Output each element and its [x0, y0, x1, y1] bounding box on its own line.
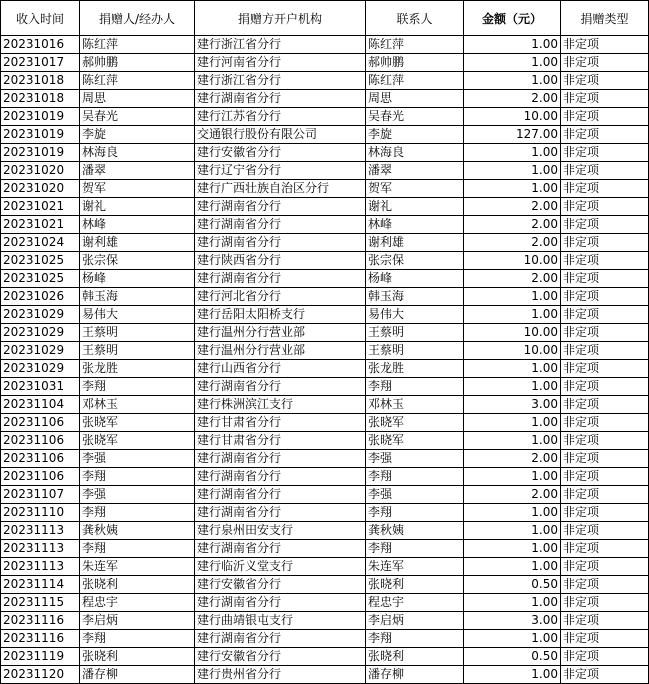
cell-type: 非定项: [561, 234, 649, 252]
cell-amount: 1.00: [464, 144, 561, 162]
cell-type: 非定项: [561, 630, 649, 648]
cell-date: 20231021: [1, 216, 80, 234]
cell-date: 20231017: [1, 54, 80, 72]
cell-donor: 李翔: [80, 378, 195, 396]
cell-type: 非定项: [561, 666, 649, 684]
header-row: [1, 1, 649, 36]
cell-type: 非定项: [561, 180, 649, 198]
cell-date: 20231104: [1, 396, 80, 414]
cell-amount: 10.00: [464, 342, 561, 360]
cell-donor: 龚秋姨: [80, 522, 195, 540]
cell-date: 20231019: [1, 108, 80, 126]
cell-type: 非定项: [561, 306, 649, 324]
cell-contact: 谢礼: [366, 198, 464, 216]
header-contact: 联系人: [366, 1, 464, 36]
table-row: [1, 378, 649, 396]
cell-type: 非定项: [561, 90, 649, 108]
cell-amount: 1.00: [464, 378, 561, 396]
cell-donor: 张晓军: [80, 432, 195, 450]
cell-date: 20231016: [1, 36, 80, 54]
cell-donor: 李翔: [80, 540, 195, 558]
table-row: [1, 360, 649, 378]
cell-type: 非定项: [561, 432, 649, 450]
cell-date: 20231018: [1, 90, 80, 108]
table-row: [1, 594, 649, 612]
table-row: [1, 540, 649, 558]
cell-bank: 建行温州分行营业部: [195, 342, 366, 360]
table-row: [1, 288, 649, 306]
cell-donor: 邓林玉: [80, 396, 195, 414]
cell-bank: 建行安徽省分行: [195, 648, 366, 666]
cell-contact: 张晓军: [366, 414, 464, 432]
cell-amount: 1.00: [464, 630, 561, 648]
cell-donor: 张晓利: [80, 648, 195, 666]
cell-contact: 李启炳: [366, 612, 464, 630]
cell-bank: 建行山西省分行: [195, 360, 366, 378]
cell-donor: 李翔: [80, 468, 195, 486]
cell-bank: 交通银行股份有限公司: [195, 126, 366, 144]
cell-amount: 2.00: [464, 198, 561, 216]
cell-donor: 谢利雄: [80, 234, 195, 252]
cell-bank: 建行湖南省分行: [195, 234, 366, 252]
cell-contact: 李旋: [366, 126, 464, 144]
cell-donor: 李旋: [80, 126, 195, 144]
cell-date: 20231029: [1, 324, 80, 342]
cell-amount: 2.00: [464, 90, 561, 108]
cell-bank: 建行岳阳太阳桥支行: [195, 306, 366, 324]
cell-donor: 潘翠: [80, 162, 195, 180]
cell-donor: 朱连军: [80, 558, 195, 576]
cell-type: 非定项: [561, 198, 649, 216]
cell-contact: 郝帅鹏: [366, 54, 464, 72]
cell-contact: 吴春光: [366, 108, 464, 126]
cell-contact: 张宗保: [366, 252, 464, 270]
cell-contact: 李强: [366, 486, 464, 504]
cell-date: 20231106: [1, 450, 80, 468]
cell-amount: 1.00: [464, 54, 561, 72]
cell-bank: 建行湖南省分行: [195, 450, 366, 468]
table-row: [1, 612, 649, 630]
cell-date: 20231116: [1, 630, 80, 648]
cell-date: 20231020: [1, 162, 80, 180]
cell-contact: 朱连军: [366, 558, 464, 576]
table-row: [1, 486, 649, 504]
cell-bank: 建行湖南省分行: [195, 594, 366, 612]
cell-amount: 0.50: [464, 576, 561, 594]
cell-date: 20231018: [1, 72, 80, 90]
cell-bank: 建行辽宁省分行: [195, 162, 366, 180]
cell-amount: 2.00: [464, 450, 561, 468]
cell-bank: 建行河北省分行: [195, 288, 366, 306]
cell-donor: 林峰: [80, 216, 195, 234]
cell-donor: 易伟大: [80, 306, 195, 324]
cell-amount: 1.00: [464, 468, 561, 486]
cell-date: 20231025: [1, 270, 80, 288]
cell-bank: 建行陕西省分行: [195, 252, 366, 270]
cell-amount: 2.00: [464, 270, 561, 288]
cell-contact: 林海良: [366, 144, 464, 162]
table-row: [1, 72, 649, 90]
cell-bank: 建行湖南省分行: [195, 504, 366, 522]
cell-bank: 建行湖南省分行: [195, 90, 366, 108]
cell-type: 非定项: [561, 396, 649, 414]
cell-bank: 建行湖南省分行: [195, 468, 366, 486]
cell-contact: 龚秋姨: [366, 522, 464, 540]
cell-contact: 王蔡明: [366, 324, 464, 342]
cell-bank: 建行温州分行营业部: [195, 324, 366, 342]
cell-bank: 建行曲靖银屯支行: [195, 612, 366, 630]
cell-type: 非定项: [561, 270, 649, 288]
cell-amount: 1.00: [464, 36, 561, 54]
cell-type: 非定项: [561, 72, 649, 90]
cell-contact: 李翔: [366, 540, 464, 558]
cell-amount: 2.00: [464, 234, 561, 252]
cell-type: 非定项: [561, 162, 649, 180]
cell-date: 20231106: [1, 414, 80, 432]
cell-contact: 张晓利: [366, 576, 464, 594]
cell-contact: 李翔: [366, 378, 464, 396]
cell-date: 20231029: [1, 342, 80, 360]
cell-contact: 程忠宇: [366, 594, 464, 612]
cell-bank: 建行湖南省分行: [195, 198, 366, 216]
cell-bank: 建行湖南省分行: [195, 486, 366, 504]
cell-type: 非定项: [561, 360, 649, 378]
table-row: [1, 126, 649, 144]
table-row: [1, 144, 649, 162]
cell-amount: 0.50: [464, 648, 561, 666]
cell-contact: 张龙胜: [366, 360, 464, 378]
table-row: [1, 90, 649, 108]
cell-date: 20231119: [1, 648, 80, 666]
cell-date: 20231026: [1, 288, 80, 306]
cell-type: 非定项: [561, 108, 649, 126]
cell-contact: 杨峰: [366, 270, 464, 288]
cell-amount: 1.00: [464, 288, 561, 306]
table-row: [1, 306, 649, 324]
table-row: [1, 558, 649, 576]
cell-bank: 建行湖南省分行: [195, 378, 366, 396]
table-row: [1, 396, 649, 414]
cell-type: 非定项: [561, 594, 649, 612]
cell-date: 20231106: [1, 432, 80, 450]
cell-bank: 建行河南省分行: [195, 54, 366, 72]
cell-donor: 李强: [80, 486, 195, 504]
cell-bank: 建行安徽省分行: [195, 144, 366, 162]
cell-type: 非定项: [561, 216, 649, 234]
cell-type: 非定项: [561, 342, 649, 360]
cell-amount: 1.00: [464, 504, 561, 522]
cell-type: 非定项: [561, 36, 649, 54]
cell-amount: 1.00: [464, 522, 561, 540]
cell-amount: 127.00: [464, 126, 561, 144]
cell-contact: 贺军: [366, 180, 464, 198]
cell-donor: 程忠宇: [80, 594, 195, 612]
cell-contact: 易伟大: [366, 306, 464, 324]
table-row: [1, 342, 649, 360]
cell-date: 20231113: [1, 558, 80, 576]
cell-amount: 1.00: [464, 594, 561, 612]
cell-bank: 建行贵州省分行: [195, 666, 366, 684]
cell-bank: 建行甘肃省分行: [195, 414, 366, 432]
cell-donor: 陈红萍: [80, 36, 195, 54]
header-donor: 捐赠人/经办人: [80, 1, 195, 36]
cell-contact: 韩玉海: [366, 288, 464, 306]
cell-contact: 李翔: [366, 504, 464, 522]
cell-date: 20231120: [1, 666, 80, 684]
cell-bank: 建行广西壮族自治区分行: [195, 180, 366, 198]
table-row: [1, 216, 649, 234]
cell-donor: 贺军: [80, 180, 195, 198]
cell-bank: 建行浙江省分行: [195, 72, 366, 90]
cell-donor: 潘存柳: [80, 666, 195, 684]
cell-bank: 建行浙江省分行: [195, 36, 366, 54]
cell-bank: 建行湖南省分行: [195, 630, 366, 648]
cell-contact: 林峰: [366, 216, 464, 234]
cell-date: 20231116: [1, 612, 80, 630]
cell-date: 20231024: [1, 234, 80, 252]
cell-bank: 建行江苏省分行: [195, 108, 366, 126]
cell-bank: 建行湖南省分行: [195, 540, 366, 558]
cell-contact: 张晓利: [366, 648, 464, 666]
cell-type: 非定项: [561, 252, 649, 270]
cell-contact: 陈红萍: [366, 36, 464, 54]
cell-type: 非定项: [561, 378, 649, 396]
table-row: [1, 576, 649, 594]
cell-bank: 建行湖南省分行: [195, 270, 366, 288]
cell-type: 非定项: [561, 576, 649, 594]
cell-contact: 李强: [366, 450, 464, 468]
cell-bank: 建行泉州田安支行: [195, 522, 366, 540]
cell-type: 非定项: [561, 324, 649, 342]
cell-donor: 李翔: [80, 504, 195, 522]
cell-amount: 1.00: [464, 72, 561, 90]
table-row: [1, 432, 649, 450]
cell-contact: 邓林玉: [366, 396, 464, 414]
cell-bank: 建行安徽省分行: [195, 576, 366, 594]
cell-date: 20231106: [1, 468, 80, 486]
cell-amount: 2.00: [464, 486, 561, 504]
cell-amount: 1.00: [464, 414, 561, 432]
table-row: [1, 108, 649, 126]
cell-amount: 1.00: [464, 180, 561, 198]
cell-donor: 李翔: [80, 630, 195, 648]
table-row: [1, 198, 649, 216]
cell-type: 非定项: [561, 612, 649, 630]
cell-type: 非定项: [561, 486, 649, 504]
cell-date: 20231021: [1, 198, 80, 216]
cell-date: 20231031: [1, 378, 80, 396]
cell-type: 非定项: [561, 558, 649, 576]
cell-contact: 周思: [366, 90, 464, 108]
cell-amount: 1.00: [464, 432, 561, 450]
cell-type: 非定项: [561, 540, 649, 558]
cell-donor: 张龙胜: [80, 360, 195, 378]
cell-type: 非定项: [561, 468, 649, 486]
cell-date: 20231020: [1, 180, 80, 198]
cell-donor: 李启炳: [80, 612, 195, 630]
cell-contact: 王蔡明: [366, 342, 464, 360]
table-row: [1, 270, 649, 288]
cell-bank: 建行临沂义堂支行: [195, 558, 366, 576]
cell-donor: 王蔡明: [80, 342, 195, 360]
table-row: [1, 234, 649, 252]
cell-donor: 林海良: [80, 144, 195, 162]
cell-type: 非定项: [561, 144, 649, 162]
cell-donor: 李强: [80, 450, 195, 468]
cell-type: 非定项: [561, 504, 649, 522]
cell-amount: 10.00: [464, 252, 561, 270]
cell-type: 非定项: [561, 54, 649, 72]
cell-date: 20231019: [1, 144, 80, 162]
cell-amount: 1.00: [464, 558, 561, 576]
cell-donor: 张晓利: [80, 576, 195, 594]
table-row: [1, 504, 649, 522]
table-row: [1, 666, 649, 684]
cell-donor: 张晓军: [80, 414, 195, 432]
table-body: [1, 36, 649, 684]
table-row: [1, 468, 649, 486]
table-row: [1, 162, 649, 180]
header-date: 收入时间: [1, 1, 80, 36]
table-row: [1, 324, 649, 342]
cell-date: 20231019: [1, 126, 80, 144]
header-amount: 金额（元）: [464, 1, 561, 36]
cell-type: 非定项: [561, 288, 649, 306]
cell-contact: 李翔: [366, 468, 464, 486]
cell-donor: 张宗保: [80, 252, 195, 270]
cell-contact: 李翔: [366, 630, 464, 648]
cell-date: 20231107: [1, 486, 80, 504]
cell-donor: 谢礼: [80, 198, 195, 216]
cell-amount: 1.00: [464, 162, 561, 180]
table-row: [1, 522, 649, 540]
cell-donor: 周思: [80, 90, 195, 108]
cell-donor: 韩玉海: [80, 288, 195, 306]
cell-donor: 吴春光: [80, 108, 195, 126]
cell-contact: 陈红萍: [366, 72, 464, 90]
header-bank: 捐赠方开户机构: [195, 1, 366, 36]
cell-donor: 郝帅鹏: [80, 54, 195, 72]
cell-date: 20231113: [1, 540, 80, 558]
table-row: [1, 414, 649, 432]
cell-amount: 1.00: [464, 540, 561, 558]
cell-donor: 王蔡明: [80, 324, 195, 342]
table-row: [1, 630, 649, 648]
cell-amount: 1.00: [464, 306, 561, 324]
cell-bank: 建行株洲滨江支行: [195, 396, 366, 414]
cell-amount: 10.00: [464, 324, 561, 342]
cell-type: 非定项: [561, 450, 649, 468]
cell-amount: 3.00: [464, 612, 561, 630]
cell-amount: 1.00: [464, 666, 561, 684]
cell-date: 20231113: [1, 522, 80, 540]
table-row: [1, 648, 649, 666]
cell-type: 非定项: [561, 522, 649, 540]
cell-date: 20231029: [1, 306, 80, 324]
cell-bank: 建行湖南省分行: [195, 216, 366, 234]
cell-bank: 建行甘肃省分行: [195, 432, 366, 450]
cell-type: 非定项: [561, 414, 649, 432]
cell-date: 20231025: [1, 252, 80, 270]
header-type: 捐赠类型: [561, 1, 649, 36]
cell-amount: 3.00: [464, 396, 561, 414]
cell-date: 20231114: [1, 576, 80, 594]
cell-date: 20231115: [1, 594, 80, 612]
cell-type: 非定项: [561, 648, 649, 666]
table-row: [1, 450, 649, 468]
table-row: [1, 180, 649, 198]
cell-type: 非定项: [561, 126, 649, 144]
cell-date: 20231110: [1, 504, 80, 522]
cell-date: 20231029: [1, 360, 80, 378]
table-row: [1, 54, 649, 72]
cell-donor: 杨峰: [80, 270, 195, 288]
cell-contact: 潘翠: [366, 162, 464, 180]
table-row: [1, 252, 649, 270]
table-row: [1, 36, 649, 54]
cell-contact: 潘存柳: [366, 666, 464, 684]
cell-amount: 1.00: [464, 360, 561, 378]
cell-amount: 2.00: [464, 216, 561, 234]
cell-amount: 10.00: [464, 108, 561, 126]
cell-donor: 陈红萍: [80, 72, 195, 90]
cell-contact: 谢利雄: [366, 234, 464, 252]
cell-contact: 张晓军: [366, 432, 464, 450]
